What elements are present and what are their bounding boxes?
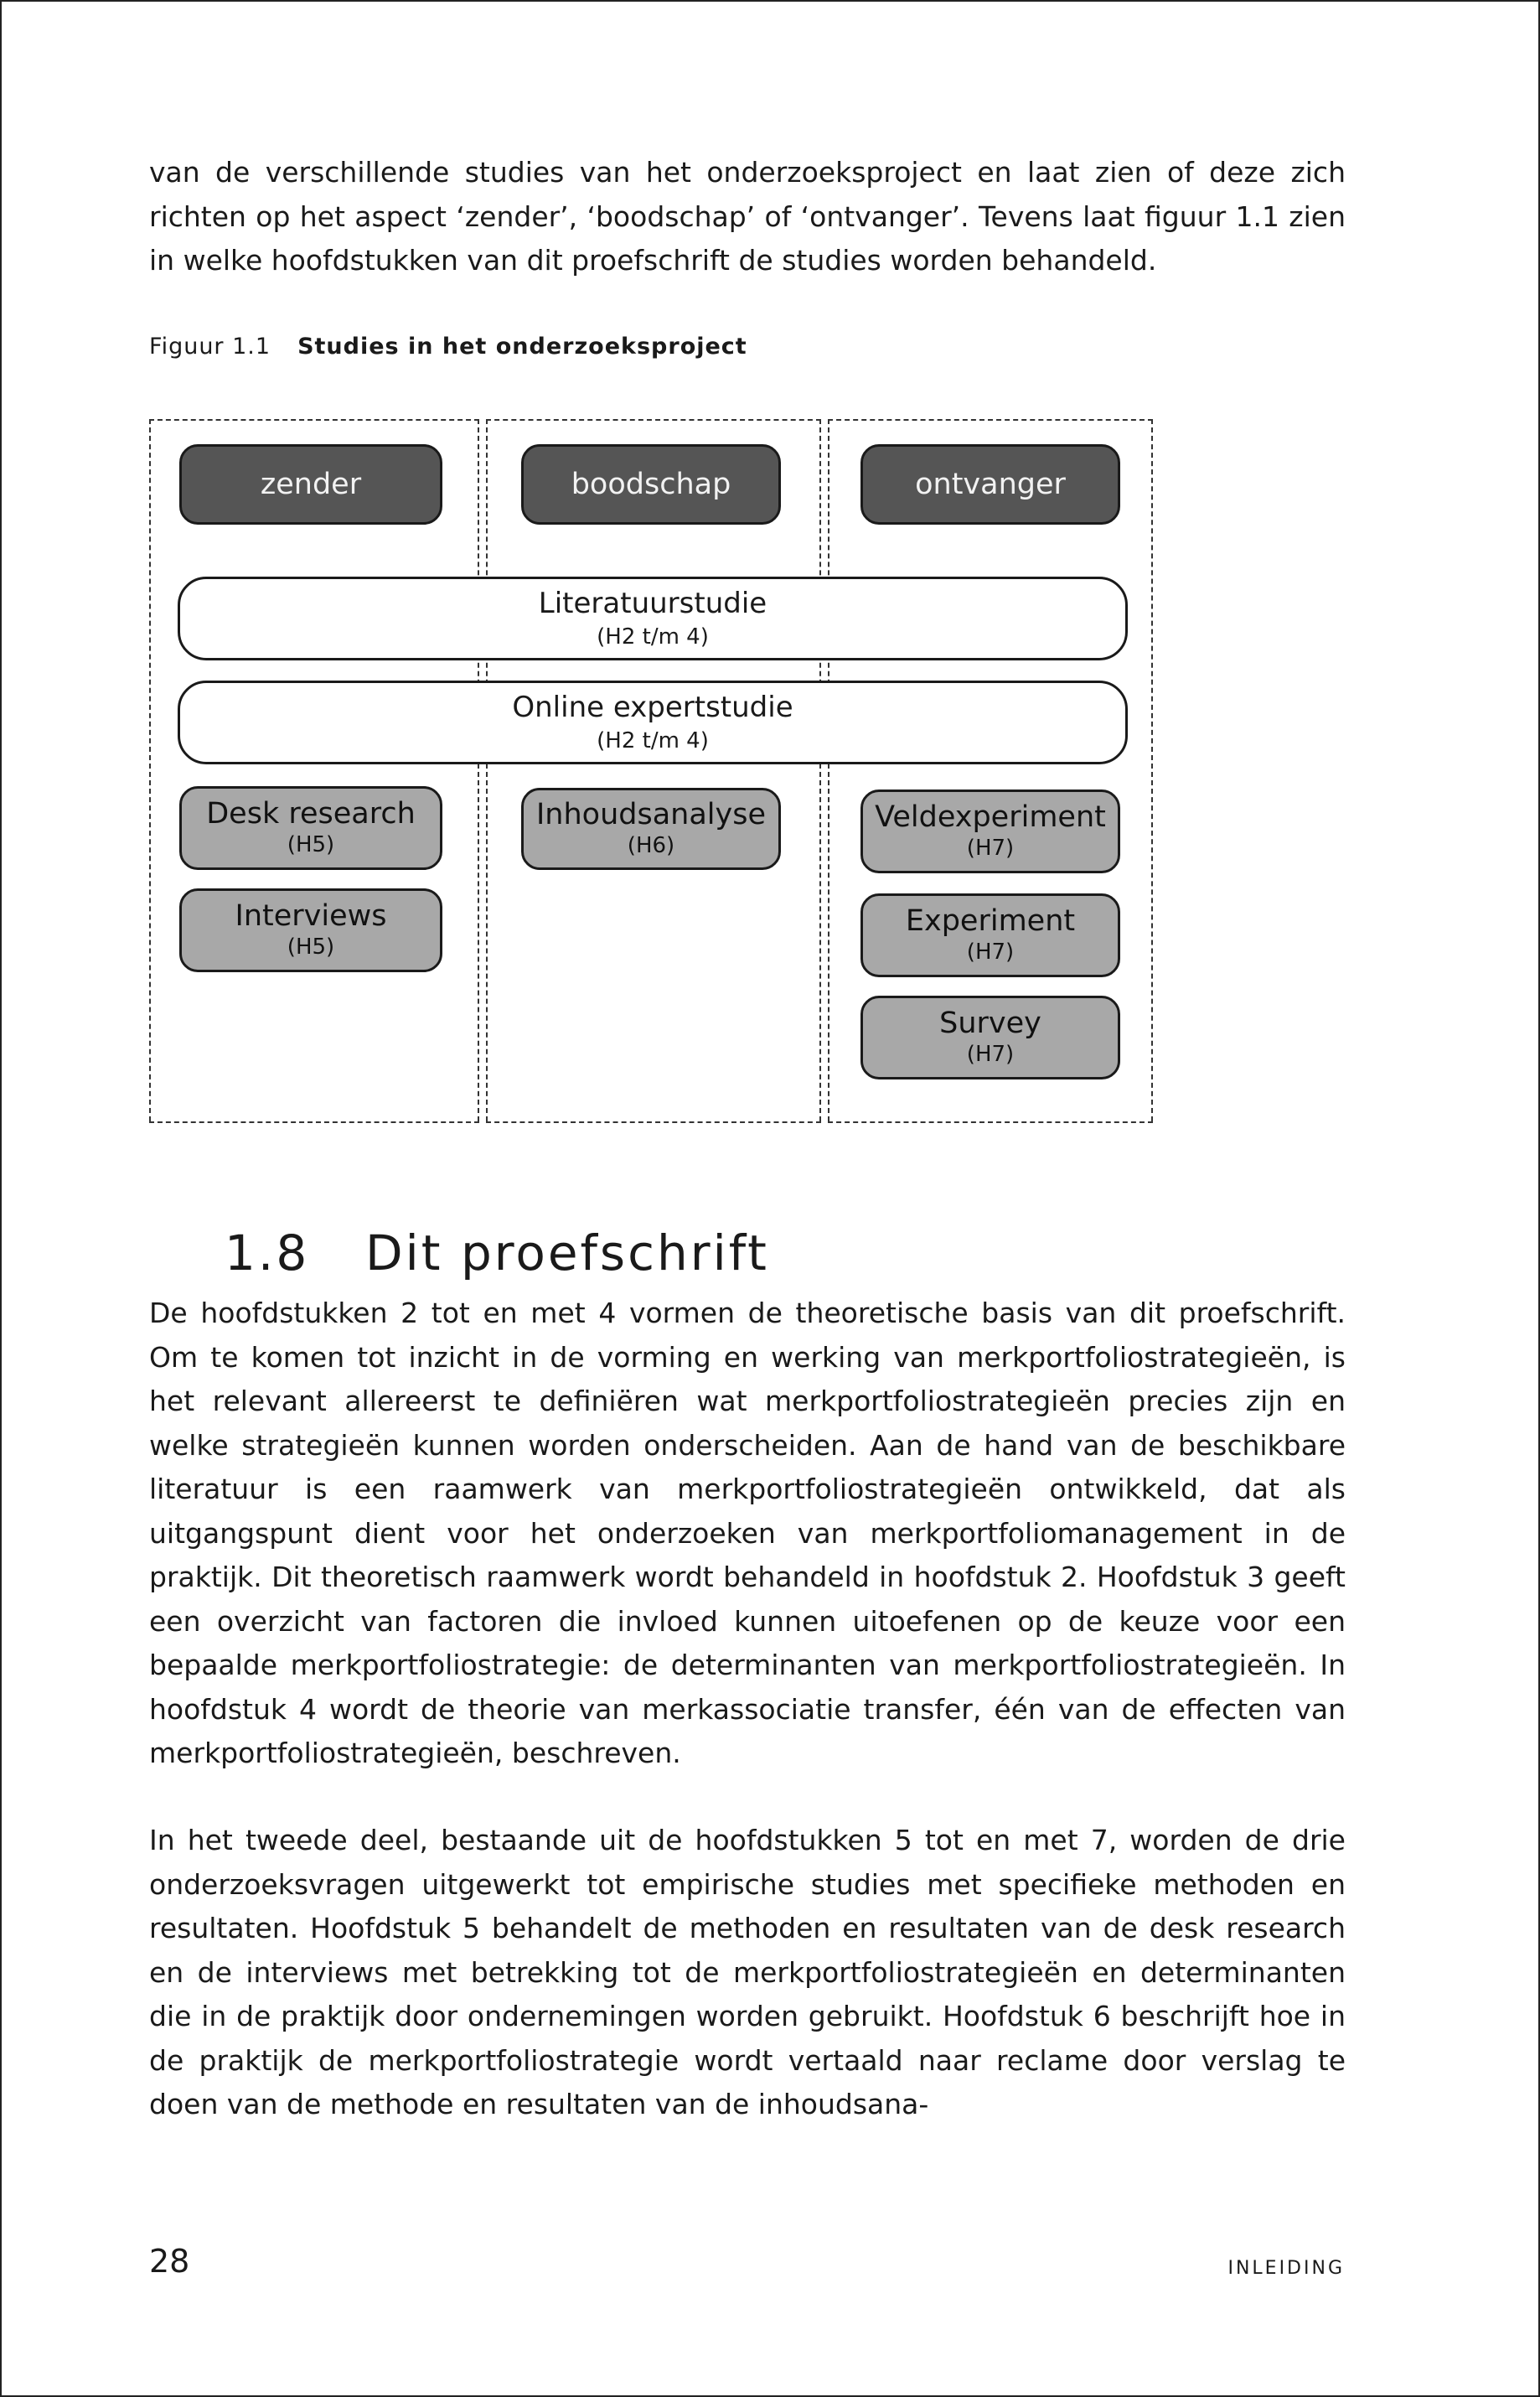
column-frame-bottom-ontvanger <box>828 1121 1153 1123</box>
section-heading <box>225 1224 769 1281</box>
column-header-ontvanger: ontvanger <box>860 444 1120 525</box>
desk-research-box <box>179 786 442 870</box>
literatuurstudie-label: Literatuurstudie <box>538 587 767 620</box>
interviews-chapters: (H5) <box>287 934 335 960</box>
interviews-box <box>179 888 442 972</box>
intro-paragraph: van de verschillende studies van het onderzoeksproject en laat zien of deze zich richten op het aspect ‘zender’, ‘boodschap’ of ‘ontvanger’. Tevens laat figuur 1.1 zien in welke hoofdstukken van dit proefschrift de studies worden behandeld. <box>149 156 1346 277</box>
survey-box <box>860 996 1120 1079</box>
column-frame-right-boodschap <box>819 419 821 1121</box>
desk-research-chapters: (H5) <box>287 832 335 857</box>
page-number: 28 <box>149 2243 190 2280</box>
online-expertstudie-label: Online expertstudie <box>512 691 793 724</box>
literatuurstudie-chapters: (H2 t/m 4) <box>597 624 709 650</box>
experiment-chapters: (H7) <box>966 940 1015 965</box>
column-frame-top-zender <box>149 419 479 421</box>
column-header-zender: zender <box>179 444 442 525</box>
veldexperiment-label: Veldexperiment <box>875 800 1106 834</box>
running-head: INLEIDING <box>1227 2258 1345 2279</box>
column-frame-left-boodschap <box>486 419 488 1121</box>
column-frame-bottom-zender <box>149 1121 479 1123</box>
veldexperiment-box <box>860 790 1120 873</box>
body-paragraph: In het tweede deel, bestaande uit de hoofdstukken 5 tot en met 7, worden de drie onderzoeksvragen uitgewerkt tot empirische studies met specifieke methoden en resultaten. Hoofdstuk 5 behandelt de methoden en resultaten van de desk research en de interviews met betrekking tot de merkportfoliostrategieën en determinanten die in de praktijk door ondernemingen worden gebruikt. Hoofdstuk 6 beschrijft hoe in de praktijk de merkportfoliostrategie wordt vertaald naar reclame door verslag te doen van de methode en resultaten van de inhoudsana- <box>149 1824 1346 2120</box>
column-frame-top-boodschap <box>486 419 821 421</box>
experiment-label: Experiment <box>905 904 1076 938</box>
online-expertstudie-box <box>178 681 1128 764</box>
figure-title: Studies in het onderzoeksproject <box>297 334 747 360</box>
section-number: 1.8 <box>225 1224 310 1281</box>
column-frame-right-zender <box>478 419 479 1121</box>
survey-chapters: (H7) <box>966 1042 1015 1067</box>
experiment-box <box>860 893 1120 977</box>
inhoudsanalyse-label: Inhoudsanalyse <box>535 798 767 831</box>
column-frame-right-ontvanger <box>1151 419 1153 1121</box>
column-header-boodschap: boodschap <box>521 444 781 525</box>
inhoudsanalyse-chapters: (H6) <box>627 833 675 858</box>
online-expertstudie-chapters: (H2 t/m 4) <box>597 728 709 753</box>
desk-research-label: Desk research <box>206 797 416 831</box>
veldexperiment-chapters: (H7) <box>966 836 1015 861</box>
figure-label: Figuur 1.1 <box>149 334 271 360</box>
inhoudsanalyse-box <box>521 788 781 870</box>
body-paragraph: De hoofdstukken 2 tot en met 4 vormen de theoretische basis van dit proefschrift. Om te komen tot inzicht in de vorming en werking van merkportfoliostrategieën, is het relevant allereerst te definiëren wat merkportfoliostrategieën precies zijn en welke strategieën kunnen worden onderscheiden. Aan de hand van de beschikbare literatuur is een raamwerk van merkportfoliostrategieën ontwikkeld, dat als uitgangspunt dient voor het onderzoeken van merkportfoliomanagement in de praktijk. Dit theoretisch raamwerk wordt behandeld in hoofdstuk 2. Hoofdstuk 3 geeft een overzicht van factoren die invloed kunnen uitoefenen op de keuze voor een bepaalde merkportfoliostrategie: de determinanten van merkportfoliostrategieën. In hoofdstuk 4 wordt de theorie van merkassociatie transfer, één van de effecten van merkportfoliostrategieën, beschreven. <box>149 1297 1346 1769</box>
survey-label: Survey <box>939 1007 1041 1040</box>
column-frame-bottom-boodschap <box>486 1121 821 1123</box>
column-frame-left-ontvanger <box>828 419 829 1121</box>
section-title: Dit proefschrift <box>365 1224 769 1281</box>
column-frame-top-ontvanger <box>828 419 1153 421</box>
figure-caption <box>149 334 747 360</box>
column-frame-left-zender <box>149 419 151 1121</box>
interviews-label: Interviews <box>235 899 387 933</box>
literatuurstudie-box <box>178 577 1128 660</box>
